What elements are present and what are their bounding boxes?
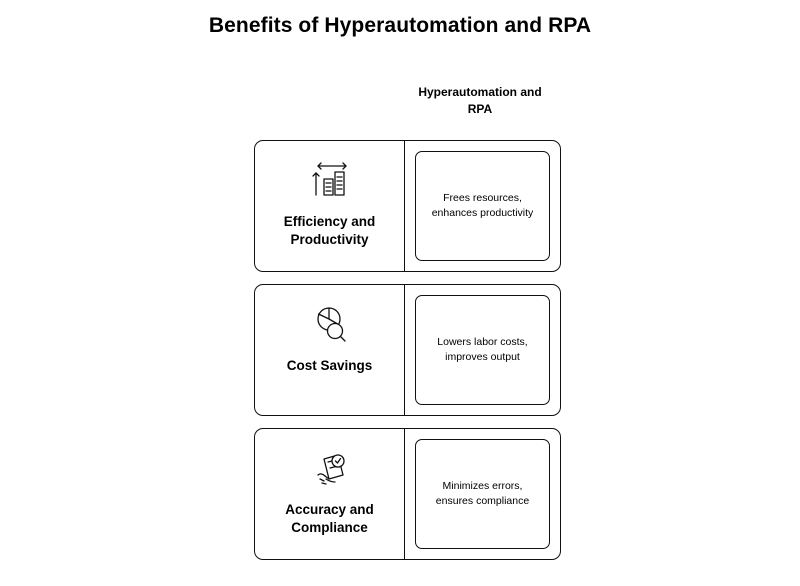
detail-box xyxy=(415,439,550,549)
detail-text: Minimizes errors, ensures compliance xyxy=(435,480,530,507)
row-header-accuracy xyxy=(255,429,405,559)
checklist-hand-icon xyxy=(302,445,358,491)
row-detail-cell xyxy=(405,285,560,415)
row-detail-cell xyxy=(405,429,560,559)
row-label: Accuracy and Compliance xyxy=(285,502,374,535)
detail-text: Frees resources, enhances productivity xyxy=(431,192,534,219)
detail-text: Lowers labor costs, improves output xyxy=(437,336,528,363)
detail-box xyxy=(415,295,550,405)
column-header: Hyperautomation and RPA xyxy=(418,85,542,116)
pie-chart-magnifier-icon xyxy=(302,301,358,347)
benefits-matrix xyxy=(254,140,561,572)
table-row xyxy=(254,140,561,272)
row-detail-cell xyxy=(405,141,560,271)
row-label: Cost Savings xyxy=(286,358,373,373)
table-row xyxy=(254,428,561,560)
table-row xyxy=(254,284,561,416)
row-header-efficiency xyxy=(255,141,405,271)
row-header-cost-savings xyxy=(255,285,405,415)
page-title: Benefits of Hyperautomation and RPA xyxy=(208,14,592,37)
row-label: Efficiency and Productivity xyxy=(283,214,376,247)
growth-chart-icon xyxy=(302,157,358,203)
detail-box xyxy=(415,151,550,261)
